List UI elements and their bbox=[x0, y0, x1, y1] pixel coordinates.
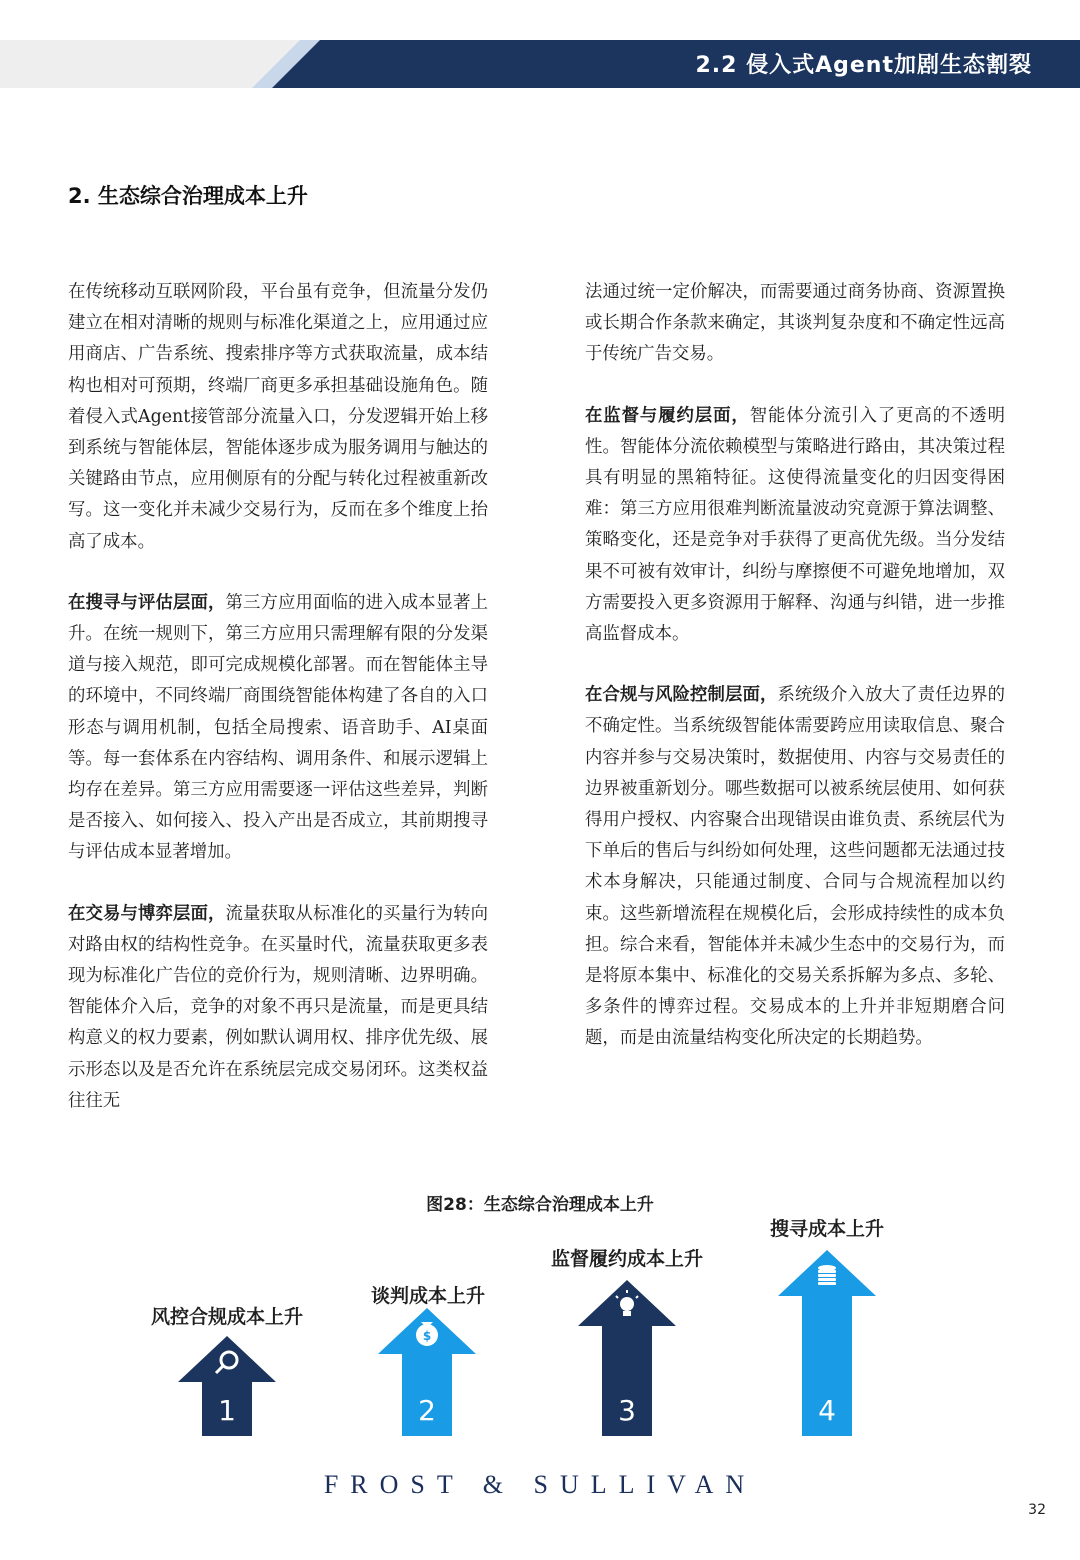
paragraph bbox=[68, 588, 488, 869]
arrow-1-number: 1 bbox=[218, 1394, 236, 1427]
arrow-4 bbox=[772, 1246, 882, 1440]
paragraph-text: 在传统移动互联网阶段，平台虽有竞争，但流量分发仍建立在相对清晰的规则与标准化渠道之上，应用通过应用商店、广告系统、搜索排序等方式获取流量，成本结构也相对可预期，终端厂商更多承担基础设施角色。随着侵入式Agent接管部分流量入口，分发逻辑开始上移到系统与智能体层，智能体逐步成为服务调用与触达的关键路由节点，应用侧原有的分配与转化过程被重新改写。这一变化并未减少交易行为，反而在多个维度上抬高了成本。 bbox=[68, 282, 488, 552]
paragraph-text: 流量获取从标准化的买量行为转向对路由权的结构性竞争。在买量时代，流量获取更多表现为标准化广告位的竞价行为，规则清晰、边界明确。智能体介入后，竞争的对象不再只是流量，而是更具结构意义的权力要素，例如默认调用权、排序优先级、展示形态以及是否允许在系统层完成交易闭环。这类权益往往无 bbox=[68, 903, 488, 1111]
arrow-1 bbox=[172, 1332, 282, 1440]
right-column bbox=[585, 277, 1005, 1085]
paragraph-heading: 在监督与履约层面， bbox=[585, 405, 750, 426]
left-column bbox=[68, 277, 488, 1147]
arrow-4-number: 4 bbox=[818, 1394, 836, 1427]
brand-logo: FROST & SULLIVAN bbox=[323, 1470, 757, 1499]
section-title: 2. 生态综合治理成本上升 bbox=[68, 184, 308, 208]
arrow-label-4: 搜寻成本上升 bbox=[769, 1218, 884, 1240]
paragraph-text: 法通过统一定价解决，而需要通过商务协商、资源置换或长期合作条款来确定，其谈判复杂度和不确定性远高于传统广告交易。 bbox=[585, 282, 1005, 365]
page-number: 32 bbox=[1028, 1502, 1046, 1518]
arrow-label-2: 谈判成本上升 bbox=[370, 1285, 485, 1307]
arrow-3 bbox=[572, 1276, 682, 1440]
header-title: 2.2 侵入式Agent加剧生态割裂 bbox=[695, 53, 1032, 78]
arrow-2-number: 2 bbox=[418, 1394, 436, 1427]
paragraph-text: 智能体分流引入了更高的不透明性。智能体分流依赖模型与策略进行路由，其决策过程具有明显的黑箱特征。这使得流量变化的归因变得困难：第三方应用很难判断流量波动究竟源于算法调整、策略变化，还是竞争对手获得了更高优先级。当分发结果不可被有效审计，纠纷与摩擦便不可避免地增加，双方需要投入更多资源用于解释、沟通与纠错，进一步推高监督成本。 bbox=[585, 405, 1005, 645]
paragraph-heading: 在合规与风险控制层面， bbox=[585, 685, 778, 706]
arrow-2 bbox=[372, 1304, 482, 1440]
figure-caption: 图28：生态综合治理成本上升 bbox=[426, 1195, 654, 1215]
paragraph-text: 第三方应用面临的进入成本显著上升。在统一规则下，第三方应用只需理解有限的分发渠道与接入规范，即可完成规模化部署。而在智能体主导的环境中，不同终端厂商围绕智能体构建了各自的入口形态与调用机制，包括全局搜索、语音助手、AI桌面等。每一套体系在内容结构、调用条件、和展示逻辑上均存在差异。第三方应用需要逐一评估这些差异，判断是否接入、如何接入、投入产出是否成立，其前期搜寻与评估成本显著增加。 bbox=[68, 592, 488, 863]
arrow-3-number: 3 bbox=[618, 1394, 636, 1427]
svg-text:$: $ bbox=[422, 1329, 432, 1343]
header-band bbox=[0, 40, 1080, 88]
paragraph bbox=[68, 277, 488, 558]
paragraph-heading: 在交易与博弈层面， bbox=[68, 903, 226, 924]
coin-stack-icon bbox=[818, 1265, 836, 1285]
paragraph-heading: 在搜寻与评估层面， bbox=[68, 592, 226, 613]
paragraph bbox=[585, 401, 1005, 651]
paragraph bbox=[585, 277, 1005, 371]
paragraph bbox=[68, 899, 488, 1117]
arrow-label-3: 监督履约成本上升 bbox=[550, 1248, 703, 1270]
arrow-label-1: 风控合规成本上升 bbox=[150, 1306, 303, 1328]
paragraph bbox=[585, 680, 1005, 1054]
paragraph-text: 系统级介入放大了责任边界的不确定性。当系统级智能体需要跨应用读取信息、聚合内容并参与交易决策时，数据使用、内容与交易责任的边界被重新划分。哪些数据可以被系统层使用、如何获得用户授权、内容聚合出现错误由谁负责、系统层代为下单后的售后与纠纷如何处理，这些问题都无法通过技术本身解决，只能通过制度、合同与合规流程加以约束。这些新增流程在规模化后，会形成持续性的成本负担。综合来看，智能体并未减少生态中的交易行为，而是将原本集中、标准化的交易关系拆解为多点、多轮、多条件的博弈过程。交易成本的上升并非短期磨合问题，而是由流量结构变化所决定的长期趋势。 bbox=[585, 685, 1005, 1049]
